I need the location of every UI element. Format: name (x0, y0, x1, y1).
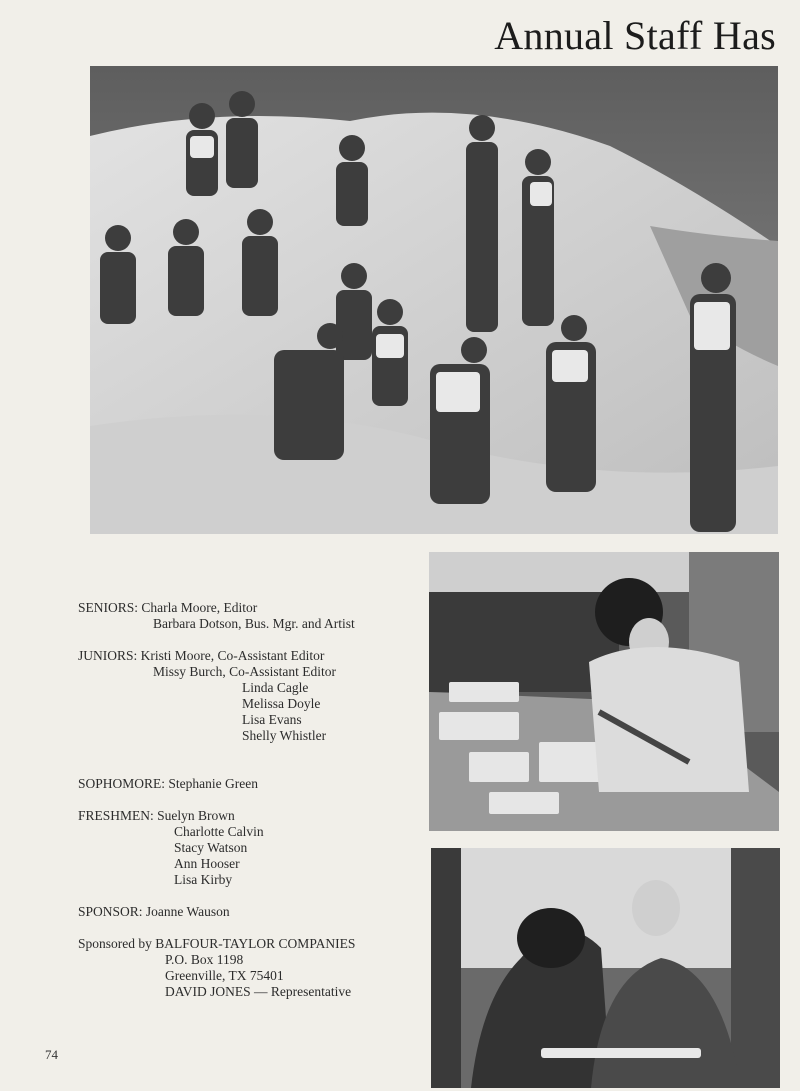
group-photo (90, 66, 778, 534)
seniors-row (78, 600, 428, 616)
freshmen-row (78, 808, 428, 824)
sponsor-line-1: Joanne Wauson (145, 904, 230, 919)
sophomore-line-1: Stephanie Green (168, 776, 258, 791)
juniors-line-2: Missy Burch, Co-Assistant Editor (153, 664, 337, 679)
page-title: Annual Staff Has (494, 13, 776, 58)
seniors-line-1: Charla Moore, Editor (141, 600, 258, 615)
freshmen-line-3: Stacy Watson (174, 840, 248, 855)
freshmen-line-2: Charlotte Calvin (174, 824, 264, 839)
staff-roster (78, 600, 428, 1000)
juniors-line-4: Melissa Doyle (242, 696, 321, 711)
sophomore-label: SOPHOMORE: (78, 776, 166, 791)
seniors-label: SENIORS: (78, 600, 139, 615)
sponsored-by-line-2: P.O. Box 1198 (165, 952, 244, 967)
seniors-line-2: Barbara Dotson, Bus. Mgr. and Artist (153, 616, 355, 631)
freshmen-line-5: Lisa Kirby (174, 872, 233, 887)
sophomore-row (78, 776, 428, 792)
juniors-line-5: Lisa Evans (242, 712, 302, 727)
sponsor-label: SPONSOR: (78, 904, 143, 919)
juniors-line-1: Kristi Moore, Co-Assistant Editor (140, 648, 325, 663)
sponsored-by-row (78, 936, 428, 952)
juniors-line-6: Shelly Whistler (242, 728, 327, 743)
staff-pair-photo (431, 848, 780, 1088)
freshmen-label: FRESHMEN: (78, 808, 154, 823)
juniors-line-3: Linda Cagle (242, 680, 309, 695)
freshmen-line-4: Ann Hooser (174, 856, 240, 871)
sponsor-row (78, 904, 428, 920)
page-number: 74 (45, 1047, 58, 1062)
sponsored-by-label: Sponsored by (78, 936, 152, 951)
staff-working-photo (429, 552, 779, 831)
sponsored-by-line-3: Greenville, TX 75401 (165, 968, 284, 983)
freshmen-line-1: Suelyn Brown (157, 808, 235, 823)
sponsored-by-line-4: DAVID JONES — Representative (165, 984, 352, 999)
juniors-label: JUNIORS: (78, 648, 138, 663)
juniors-row (78, 648, 428, 664)
sponsored-by-line-1: BALFOUR-TAYLOR COMPANIES (155, 936, 356, 951)
